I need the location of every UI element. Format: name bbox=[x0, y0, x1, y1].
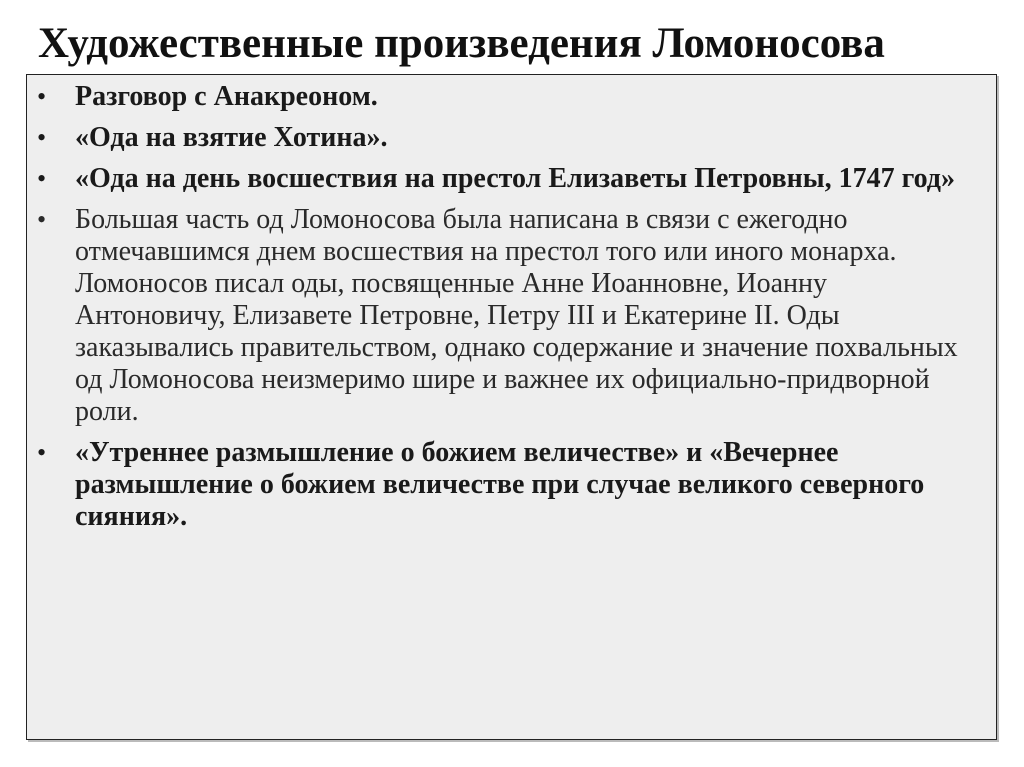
bullet-text: Большая часть од Ломоносова была написана в связи с ежегодно отмечавшимся днем восшествия на престол того или иного монарха. Ломоносов писал оды, посвященные Анне Иоанновне, Иоанну Антоновичу, Елизавете Петровне, Петру III и Екатерине II. Оды заказывались правительством, однако содержание и значение похвальных од Ломоносова неизмеримо шире и важнее их официально-придворной роли. bbox=[75, 204, 958, 427]
bullet-item bbox=[27, 81, 982, 113]
bullet-list bbox=[27, 81, 982, 542]
bullet-item bbox=[27, 122, 982, 154]
slide-title: Художественные произведения Ломоносова bbox=[38, 20, 885, 67]
bullet-text: «Утреннее размышление о божием величестве» и «Вечернее размышление о божием величестве при случае великого северного сияния». bbox=[75, 437, 925, 532]
bullet-text: «Ода на день восшествия на престол Елизаветы Петровны, 1747 год» bbox=[75, 163, 955, 194]
bullet-icon: • bbox=[37, 164, 47, 193]
content-box bbox=[26, 74, 997, 740]
bullet-item bbox=[27, 437, 982, 533]
bullet-item bbox=[27, 163, 982, 195]
bullet-item bbox=[27, 204, 982, 428]
bullet-icon: • bbox=[37, 123, 47, 152]
bullet-icon: • bbox=[37, 205, 47, 234]
bullet-icon: • bbox=[37, 82, 47, 111]
bullet-text: Разговор с Анакреоном. bbox=[75, 81, 378, 112]
bullet-icon: • bbox=[37, 438, 47, 467]
bullet-text: «Ода на взятие Хотина». bbox=[75, 122, 388, 153]
